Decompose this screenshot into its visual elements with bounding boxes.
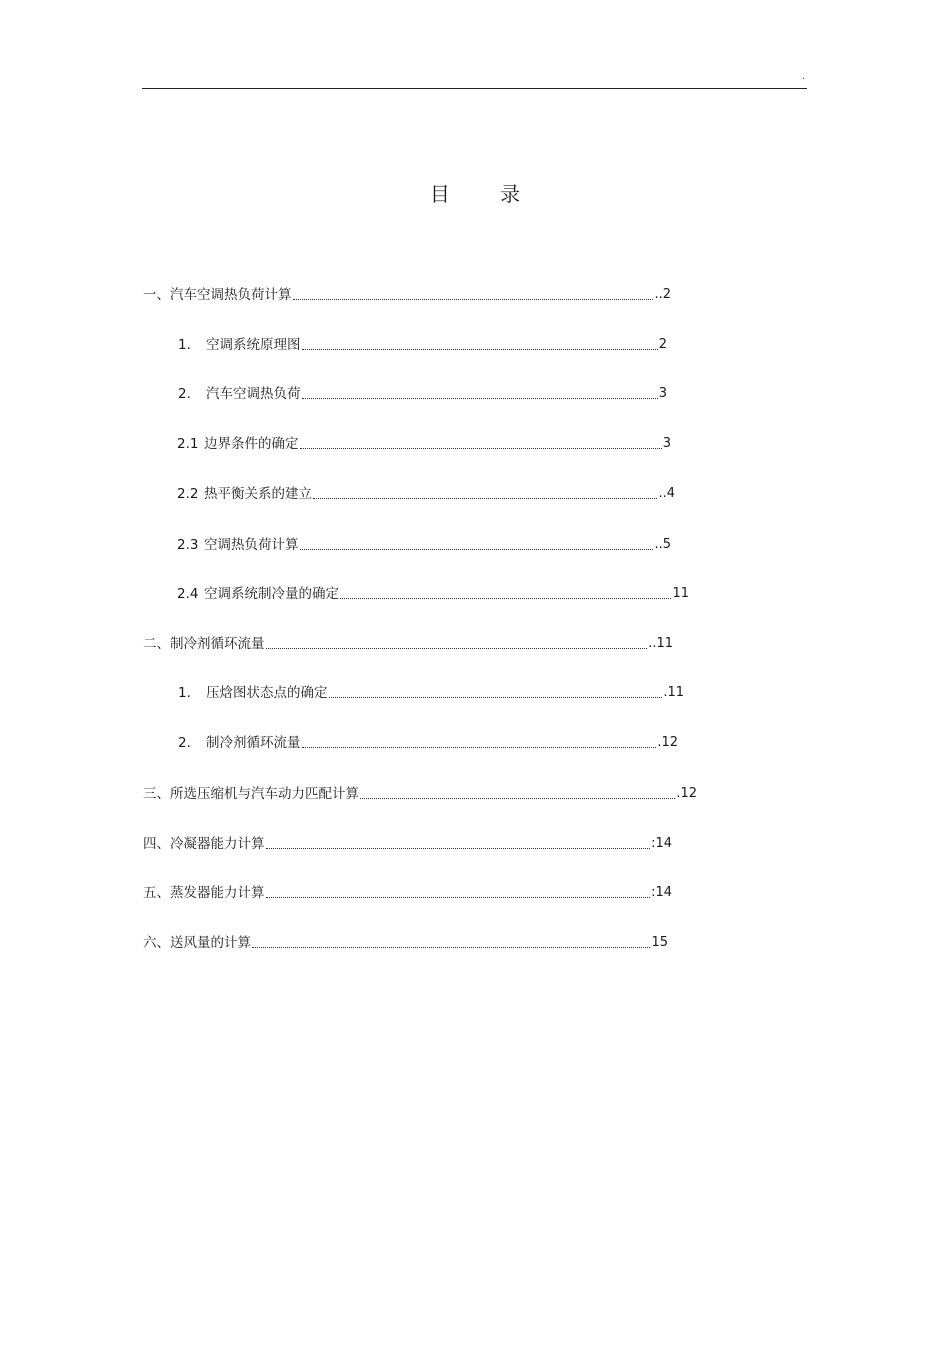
toc-entry-label: 蒸发器能力计算: [170, 885, 265, 901]
toc-entry-page: .12: [676, 786, 697, 801]
toc-entry[interactable]: [177, 582, 689, 604]
toc-entry-page: 3: [658, 386, 667, 401]
dot-leader: [300, 535, 654, 555]
toc-entry-number: 四、: [143, 836, 170, 852]
toc-entry[interactable]: [177, 533, 671, 555]
dot-leader: [302, 335, 658, 355]
toc-entry-label: 空调热负荷计算: [204, 537, 299, 553]
toc-entry-number: 1.: [178, 337, 191, 353]
toc-entry[interactable]: [143, 632, 673, 654]
dot-leader: [360, 784, 675, 804]
toc-entry-label: 汽车空调热负荷计算: [170, 287, 292, 303]
toc-entry-page: 11: [672, 586, 689, 601]
toc-entry-page: 15: [651, 935, 668, 950]
toc-entry-label: 制冷剂循环流量: [170, 636, 265, 652]
dot-leader: [313, 484, 657, 504]
toc-entry[interactable]: [177, 482, 675, 504]
toc-entry[interactable]: [143, 283, 671, 305]
toc-entry-label: 空调系统原理图: [206, 337, 301, 353]
toc-entry-number: 1.: [178, 685, 191, 701]
toc-entry[interactable]: [178, 382, 667, 404]
toc-entry-label: 热平衡关系的建立: [204, 486, 312, 502]
toc-entry-number: 2.3: [177, 537, 199, 553]
toc-entry-label: 压焓图状态点的确定: [206, 685, 328, 701]
dot-leader: [340, 584, 671, 604]
toc-entry[interactable]: [177, 432, 671, 454]
toc-entry[interactable]: [143, 782, 697, 804]
toc-entry-label: 边界条件的确定: [204, 436, 299, 452]
toc-entry-number: 2.4: [177, 586, 199, 602]
toc-entry-label: 制冷剂循环流量: [206, 735, 301, 751]
toc-entry[interactable]: [178, 731, 678, 753]
toc-entry[interactable]: [178, 333, 667, 355]
toc-entry-page: 2: [658, 337, 667, 352]
dot-leader: [300, 434, 662, 454]
toc-entry-page: ..2: [654, 287, 671, 302]
toc-entry-page: .12: [657, 735, 678, 750]
toc-entry-label: 冷凝器能力计算: [170, 836, 265, 852]
page-title: 目 录: [429, 182, 543, 206]
dot-leader: [329, 683, 663, 703]
toc-entry-page: ..11: [648, 636, 673, 651]
toc-entry[interactable]: [143, 931, 668, 953]
toc-entry-number: 三、: [143, 786, 170, 802]
toc-entry-number: 六、: [143, 935, 170, 951]
toc-entry-page: .11: [663, 685, 684, 700]
toc-entry-number: 2.: [178, 735, 191, 751]
dot-leader: [302, 384, 658, 404]
toc-entry-label: 送风量的计算: [170, 935, 251, 951]
dot-leader: [266, 883, 651, 903]
toc-entry-number: 二、: [143, 636, 170, 652]
dot-leader: [293, 285, 654, 305]
dot-leader: [266, 634, 648, 654]
toc-entry-page: :14: [651, 836, 672, 851]
dot-leader: [302, 733, 657, 753]
toc-entry-label: 汽车空调热负荷: [206, 386, 301, 402]
toc-entry-label: 空调系统制冷量的确定: [204, 586, 339, 602]
dot-leader: [266, 834, 651, 854]
dot-leader: [252, 933, 650, 953]
toc-entry-page: ..4: [658, 486, 675, 501]
toc-entry-number: 五、: [143, 885, 170, 901]
header-mark: .: [802, 71, 806, 82]
toc-entry-page: :14: [651, 885, 672, 900]
toc-entry-page: ..5: [654, 537, 671, 552]
toc-entry[interactable]: [178, 681, 684, 703]
toc-entry[interactable]: [143, 832, 672, 854]
toc-entry-number: 一、: [143, 287, 170, 303]
toc-entry[interactable]: [143, 881, 672, 903]
toc-entry-label: 所选压缩机与汽车动力匹配计算: [170, 786, 359, 802]
toc-entry-page: 3: [662, 436, 671, 451]
toc-entry-number: 2.2: [177, 486, 199, 502]
toc-entry-number: 2.: [178, 386, 191, 402]
toc-entry-number: 2.1: [177, 436, 199, 452]
